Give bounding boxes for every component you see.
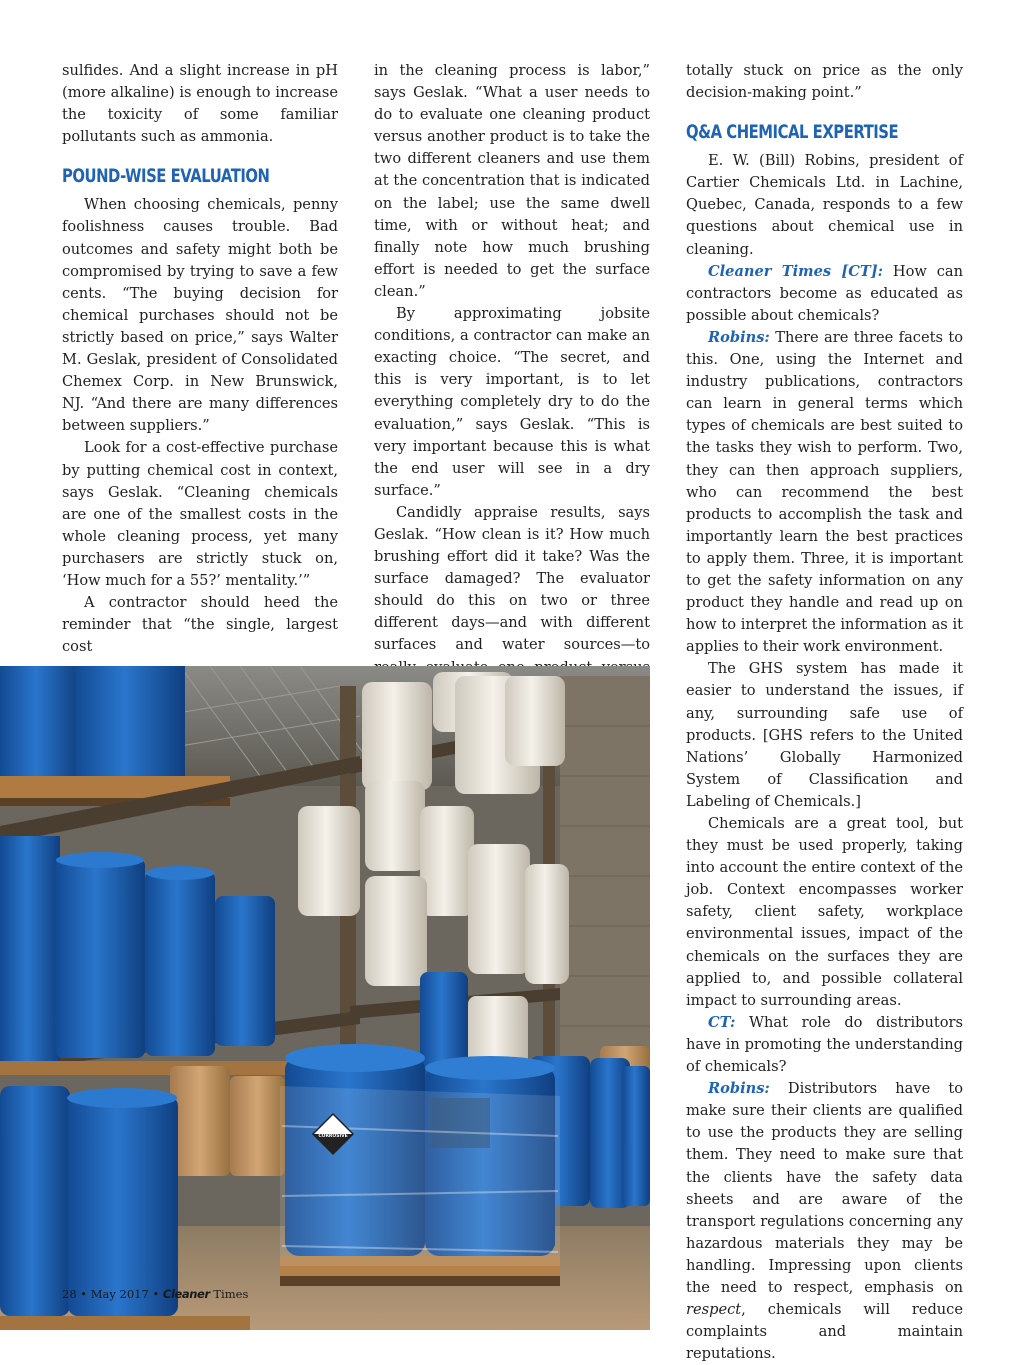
paragraph: The GHS system has made it easier to understand the issues, if any, surrounding safe use of products. [GHS refers to the United Nations’ Globally Harmonized System of Classification and Labeling of Chemicals.] <box>686 660 963 810</box>
paragraph: Candidly appraise results, says Geslak. “How clean is it? How much brushing effort did it take? Was the surface damaged? The evaluator should do this on two or three different days—and with different surfaces and water sources—to <box>374 503 650 654</box>
paragraph: By approximating jobsite conditions, a contractor can make an exacting choice. “The secret, and this is very important, is to let everything completely dry to do the evaluation,” says Geslak. “This is very important because this is what the end user will see in a dry surface.” <box>374 305 650 499</box>
paragraph: Chemicals are a great tool, but they must be used properly, taking into account the entire context of the job. Context encompasses worker safety, client safety, workplace environmental issues, impact of the chemicals on the surfaces they are applied to, and possible collateral impact to surrounding areas. <box>686 815 963 1009</box>
front-drums-wrapped <box>280 1044 560 1286</box>
photo-illustration <box>0 666 650 1330</box>
article-column-3 <box>686 60 963 1365</box>
page-number: 28 <box>62 1287 77 1301</box>
emphasis-word: respect <box>686 1301 742 1319</box>
paragraph: When choosing chemicals, penny foolishness causes trouble. Bad outcomes and safety might both be compromised by trying to save a few cents. “The buying decision for chemical purchases should not be strictly based on price,” says Walter M. Geslak, president of Consolidated Chemex Corp. in New Brunswick, NJ. “And there are many differences between suppliers.” <box>62 196 338 435</box>
answer-text: There are three facets to this. One, using the Internet and industry publications, contractors can learn in general terms which types of chemicals are best suited to the tasks they wish to perform. Two, they can then approach suppliers, who can recommend the best products to accomplish the task and importantly learn the best practices to apply them. Three, it is important to get the safety information on any product they handle and read up on how to interpret the information as it applies to their work environment. <box>686 328 963 656</box>
speaker-label: Robins: <box>708 328 770 346</box>
page-footer <box>62 1287 248 1301</box>
article-column-1 <box>62 60 338 658</box>
hazard-label-text: CORROSIVE <box>318 1134 348 1139</box>
answer-text: , chemicals will reduce complaints and maintain reputations. <box>686 1301 963 1363</box>
question-text: What role do distributors have in promoting the understanding of chemicals? <box>686 1013 963 1076</box>
magazine-name: Cleaner <box>162 1287 210 1301</box>
paragraph: totally stuck on price as the only decision-making point.” <box>686 62 963 102</box>
paragraph: sulfides. And a slight increase in pH (more alkaline) is enough to increase the toxicity of some familiar pollutants such as ammonia. <box>62 62 338 146</box>
paragraph: E. W. (Bill) Robins, president of Cartier Chemicals Ltd. in Lachine, Quebec, Canada, responds to a few questions about chemical use in cleaning. <box>686 152 963 258</box>
footer-separator: • <box>148 1287 163 1301</box>
interview-answer <box>686 327 963 658</box>
interview-question <box>686 261 963 327</box>
interview-answer <box>686 1078 963 1365</box>
question-text: How can contractors become as educated as possible about chemicals? <box>686 262 964 324</box>
answer-text: Distributors have to make sure their clients are qualified to use the products they are selling them. They need to make sure that the clients have the safety data sheets and are aware of the transport regulations concerning any hazardous materials they may be handling. Impressing upon clients the need to respect, emphasis on <box>686 1080 963 1296</box>
section-heading-pound-wise: POUND-WISE EVALUATION <box>62 165 270 188</box>
interview-question <box>686 1012 963 1078</box>
paragraph: in the cleaning process is labor,” says Geslak. “What a user needs to do to evaluate one cleaning product versus another product is to take the two different cleaners and use them at the concentration that is indicated on the label; use the same dwell time, with or without heat; and finally note how much brushing effort is needed to get the surface clean.” <box>374 62 650 300</box>
paragraph: A contractor should heed the reminder that “the single, largest cost <box>62 594 338 656</box>
speaker-label: Cleaner Times [CT]: <box>708 262 884 280</box>
magazine-name-suffix: Times <box>209 1287 249 1301</box>
article-column-2 <box>374 60 650 701</box>
section-heading-qa: Q&A CHEMICAL EXPERTISE <box>686 121 899 144</box>
footer-separator: • <box>76 1287 91 1301</box>
issue-date: May 2017 <box>90 1287 149 1301</box>
brick-wall <box>560 676 650 1096</box>
paragraph: Look for a cost-effective purchase by putting chemical cost in context, says Geslak. “Cleaning chemicals are one of the smallest costs in the whole cleaning process, yet many purchasers are strictly stuck on, ‘How much for a 55?’ mentality.’” <box>62 439 338 589</box>
speaker-label: CT: <box>708 1013 736 1031</box>
speaker-label: Robins: <box>708 1080 770 1098</box>
warehouse-drums-photo <box>0 666 650 1330</box>
